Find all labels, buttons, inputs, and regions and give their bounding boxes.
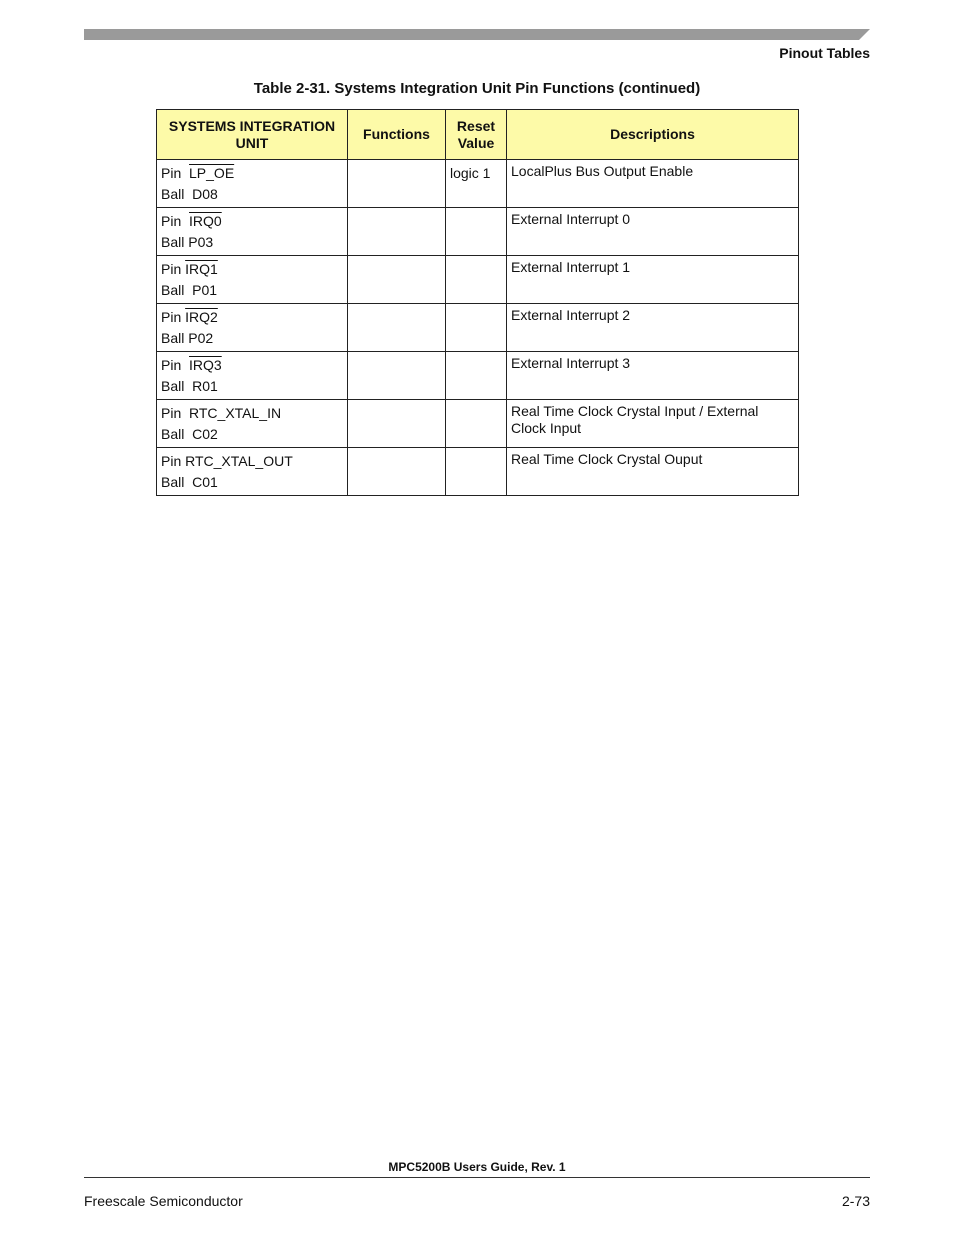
cell-reset-value xyxy=(446,448,507,496)
pin-prefix: Pin xyxy=(161,213,190,229)
cell-functions xyxy=(348,400,446,448)
cell-functions xyxy=(348,256,446,304)
pin-name: IRQ0 xyxy=(189,213,222,229)
ball-line: Ball P03 xyxy=(161,234,214,250)
cell-unit xyxy=(157,256,348,304)
pin-prefix: Pin xyxy=(161,261,186,277)
description-text: External Interrupt 3 xyxy=(511,355,631,371)
cell-functions xyxy=(348,208,446,256)
pin-line xyxy=(161,211,343,232)
ball-line: Ball R01 xyxy=(161,378,218,394)
description-text: LocalPlus Bus Output Enable xyxy=(511,163,694,179)
functions-text xyxy=(348,304,445,307)
ball-line: Ball D08 xyxy=(161,186,218,202)
cell-description xyxy=(507,208,799,256)
description-text: External Interrupt 0 xyxy=(511,211,631,227)
pin-prefix: Pin xyxy=(161,405,190,421)
cell-unit xyxy=(157,448,348,496)
cell-reset-value xyxy=(446,304,507,352)
unit-content xyxy=(157,304,347,349)
cell-functions xyxy=(348,304,446,352)
functions-text xyxy=(348,160,445,163)
footer-divider xyxy=(84,1177,870,1178)
pin-line xyxy=(161,163,343,184)
table-row xyxy=(157,208,799,256)
cell-reset-value xyxy=(446,352,507,400)
pin-name: RTC_XTAL_OUT xyxy=(185,453,293,469)
pin-name: IRQ1 xyxy=(185,261,218,277)
cell-functions xyxy=(348,448,446,496)
ball-line: Ball P02 xyxy=(161,330,214,346)
pin-line xyxy=(161,355,343,376)
unit-content xyxy=(157,208,347,253)
cell-reset-value xyxy=(446,400,507,448)
reset-value-text xyxy=(446,256,506,259)
description-text: Real Time Clock Crystal Ouput xyxy=(511,451,703,467)
reset-value-text xyxy=(446,352,506,355)
cell-reset-value xyxy=(446,160,507,208)
table-row xyxy=(157,256,799,304)
cell-description xyxy=(507,256,799,304)
cell-reset-value xyxy=(446,208,507,256)
pin-name: LP_OE xyxy=(189,165,235,181)
pin-prefix: Pin xyxy=(161,357,190,373)
reset-value-text xyxy=(446,208,506,211)
header-descriptions: Descriptions xyxy=(507,110,799,160)
pin-name: RTC_XTAL_IN xyxy=(189,405,282,421)
cell-functions xyxy=(348,160,446,208)
pin-line xyxy=(161,307,343,328)
reset-value-text xyxy=(446,304,506,307)
header-unit: SYSTEMS INTEGRATION UNIT xyxy=(157,110,348,160)
section-title: Pinout Tables xyxy=(779,45,870,61)
pin-prefix: Pin xyxy=(161,165,190,181)
unit-content xyxy=(157,256,347,301)
table-row xyxy=(157,304,799,352)
cell-unit xyxy=(157,352,348,400)
cell-unit xyxy=(157,400,348,448)
cell-description xyxy=(507,304,799,352)
header-reset-value: Reset Value xyxy=(446,110,507,160)
header-functions: Functions xyxy=(348,110,446,160)
cell-unit xyxy=(157,304,348,352)
cell-description xyxy=(507,352,799,400)
pin-name: IRQ3 xyxy=(189,357,222,373)
cell-reset-value xyxy=(446,256,507,304)
pin-prefix: Pin xyxy=(161,453,186,469)
cell-functions xyxy=(348,352,446,400)
pin-line xyxy=(161,451,343,472)
unit-content xyxy=(157,448,347,493)
footer-company: Freescale Semiconductor xyxy=(84,1193,243,1209)
ball-line: Ball C02 xyxy=(161,426,218,442)
description-text: External Interrupt 2 xyxy=(511,307,631,323)
table-row xyxy=(157,160,799,208)
unit-content xyxy=(157,352,347,397)
reset-value-text xyxy=(446,448,506,451)
table-body xyxy=(157,160,799,496)
pin-prefix: Pin xyxy=(161,309,186,325)
ball-line: Ball P01 xyxy=(161,282,218,298)
cell-unit xyxy=(157,208,348,256)
pin-line xyxy=(161,403,343,424)
functions-text xyxy=(348,448,445,451)
table-row xyxy=(157,448,799,496)
functions-text xyxy=(348,352,445,355)
table-caption: Table 2-31. Systems Integration Unit Pin Functions (continued) xyxy=(253,80,701,97)
cell-description xyxy=(507,448,799,496)
functions-text xyxy=(348,400,445,403)
unit-content xyxy=(157,160,347,205)
reset-value-text: logic 1 xyxy=(450,165,491,181)
ball-line: Ball C01 xyxy=(161,474,218,490)
description-text: External Interrupt 1 xyxy=(511,259,631,275)
cell-unit xyxy=(157,160,348,208)
cell-description xyxy=(507,400,799,448)
pin-line xyxy=(161,259,343,280)
cell-description xyxy=(507,160,799,208)
footer-guide-title: MPC5200B Users Guide, Rev. 1 xyxy=(388,1160,566,1174)
functions-text xyxy=(348,208,445,211)
footer-page-number: 2-73 xyxy=(841,1193,870,1209)
unit-content xyxy=(157,400,347,445)
pin-function-table xyxy=(156,109,799,496)
reset-value-text xyxy=(446,400,506,403)
header-bar xyxy=(84,29,870,40)
table-header-row xyxy=(157,110,799,160)
pin-name: IRQ2 xyxy=(185,309,218,325)
table-row xyxy=(157,400,799,448)
functions-text xyxy=(348,256,445,259)
description-text: Real Time Clock Crystal Input / External Clock Input xyxy=(511,403,759,436)
table-row xyxy=(157,352,799,400)
